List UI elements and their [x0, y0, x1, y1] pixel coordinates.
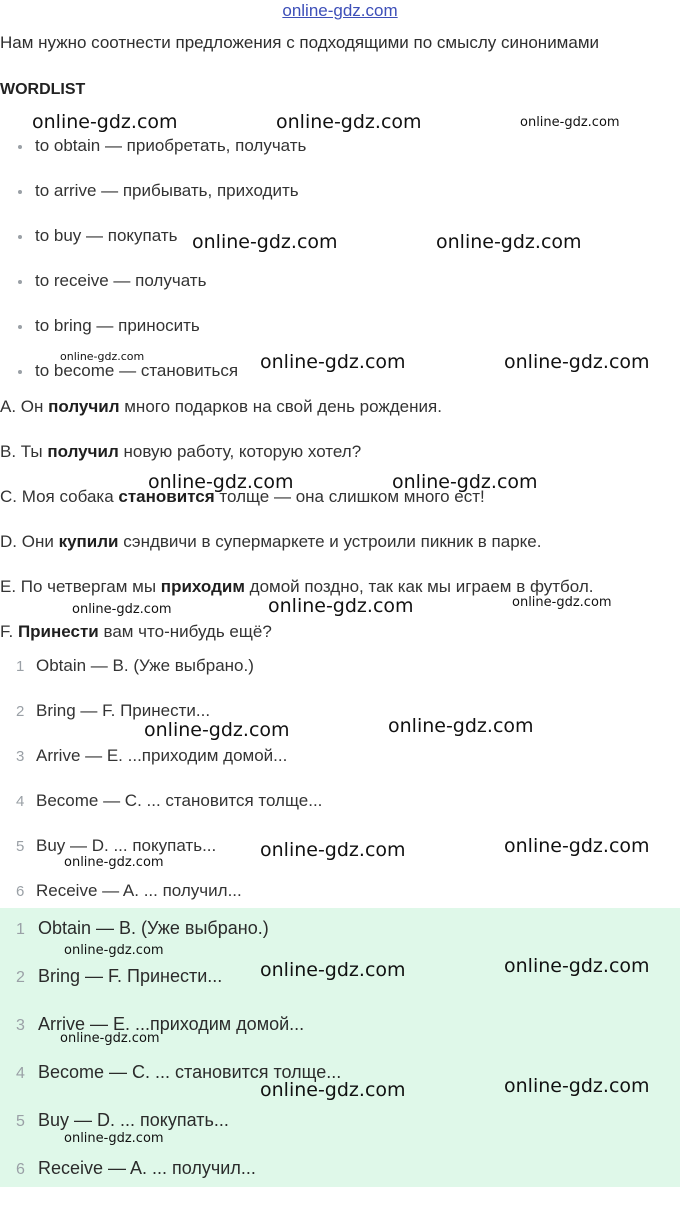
- watermark: online-gdz.com: [60, 350, 145, 363]
- final-answer-item: 2 Bring — F. Принести...: [16, 966, 223, 986]
- bullet-icon: [18, 190, 22, 194]
- watermark: online-gdz.com: [276, 111, 422, 133]
- sentence-d: D. Они купили сэндвичи в супермаркете и устроили пикник в парке.: [0, 532, 542, 551]
- wordlist-item: to arrive — прибывать, приходить: [18, 180, 306, 225]
- sentence-b: B. Ты получил новую работу, которую хотел?: [0, 442, 362, 461]
- answers-list: [0, 655, 322, 925]
- wordlist-item: to receive — получать: [18, 270, 306, 315]
- watermark: online-gdz.com: [512, 595, 612, 610]
- answer-item: 5 Buy — D. ... покупать...: [16, 836, 217, 855]
- wordlist-item: to become — становиться: [18, 360, 306, 405]
- wordlist-item: to obtain — приобретать, получать: [18, 135, 306, 180]
- wordlist-title: WORDLIST: [0, 81, 86, 98]
- watermark: online-gdz.com: [64, 1131, 164, 1146]
- watermark: online-gdz.com: [60, 1031, 160, 1046]
- watermark: online-gdz.com: [148, 471, 294, 493]
- watermark: online-gdz.com: [72, 602, 172, 617]
- wordlist-item: to bring — приносить: [18, 315, 306, 360]
- answer-item: 4 Become — C. ... становится толще...: [16, 791, 323, 810]
- bullet-icon: [18, 280, 22, 284]
- final-answer-item: 3 Arrive — E. ...приходим домой...: [16, 1014, 305, 1034]
- answer-item: 6 Receive — A. ... получил...: [16, 881, 242, 900]
- final-answer-item: 5 Buy — D. ... покупать...: [16, 1110, 229, 1130]
- final-answer-item: 6 Receive — A. ... получил...: [16, 1158, 256, 1178]
- answer-item: 1 Obtain — B. (Уже выбрано.): [16, 656, 254, 675]
- sentence-a: A. Он получил много подарков на свой день рождения.: [0, 397, 442, 416]
- watermark: online-gdz.com: [64, 855, 164, 870]
- watermark: online-gdz.com: [504, 1075, 650, 1097]
- watermark: online-gdz.com: [504, 955, 650, 977]
- sentence-f: F. Принести вам что-нибудь ещё?: [0, 622, 272, 641]
- watermark: online-gdz.com: [392, 471, 538, 493]
- intro-text: Нам нужно соотнести предложения с подходящими по смыслу синонимами: [0, 33, 600, 52]
- bullet-icon: [18, 370, 22, 374]
- watermark: online-gdz.com: [436, 231, 582, 253]
- watermark: online-gdz.com: [520, 115, 620, 130]
- watermark: online-gdz.com: [64, 943, 164, 958]
- watermark: online-gdz.com: [504, 351, 650, 373]
- sentence-c: C. Моя собака становится толще — она слишком много ест!: [0, 487, 485, 506]
- watermark: online-gdz.com: [388, 715, 534, 737]
- wordlist-item: to buy — покупать: [18, 225, 306, 270]
- site-link[interactable]: online-gdz.com: [282, 1, 398, 20]
- final-answer-item: 1 Obtain — B. (Уже выбрано.): [16, 918, 269, 938]
- bullet-icon: [18, 235, 22, 239]
- bullet-icon: [18, 325, 22, 329]
- answer-item: 2 Bring — F. Принести...: [16, 701, 211, 720]
- final-answer-item: 4 Become — C. ... становится толще...: [16, 1062, 342, 1082]
- answer-item: 3 Arrive — E. ...приходим домой...: [16, 746, 288, 765]
- sentence-e: E. По четвергам мы приходим домой поздно, так как мы играем в футбол.: [0, 577, 594, 596]
- watermark: online-gdz.com: [268, 595, 414, 617]
- watermark: online-gdz.com: [192, 231, 338, 253]
- watermark: online-gdz.com: [260, 351, 406, 373]
- watermark: online-gdz.com: [260, 839, 406, 861]
- watermark: online-gdz.com: [260, 1079, 406, 1101]
- sentences: [0, 396, 594, 666]
- watermark: online-gdz.com: [32, 111, 178, 133]
- watermark: online-gdz.com: [144, 719, 290, 741]
- watermark: online-gdz.com: [260, 959, 406, 981]
- watermark: online-gdz.com: [504, 835, 650, 857]
- bullet-icon: [18, 145, 22, 149]
